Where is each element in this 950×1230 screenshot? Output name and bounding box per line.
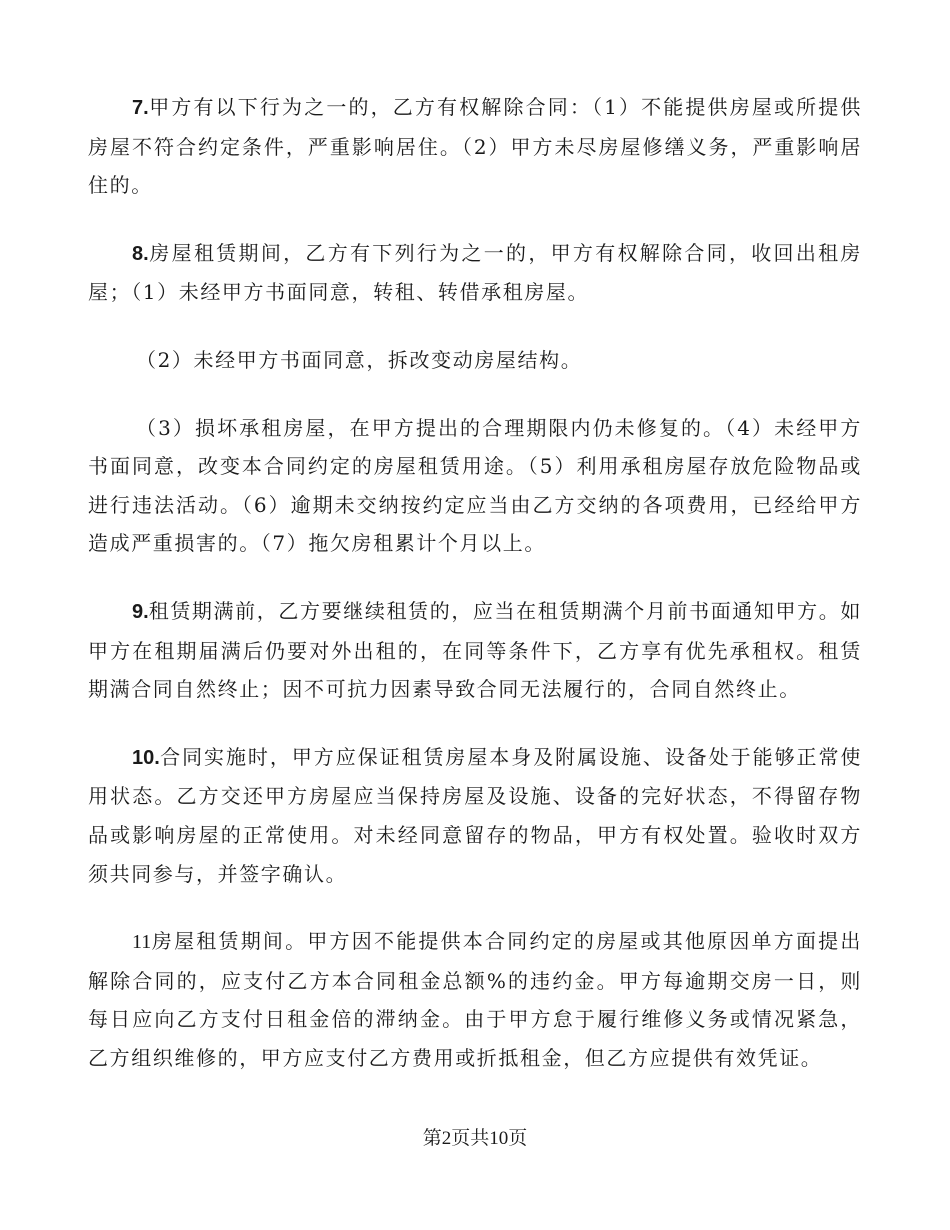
clause-8-item-2: [88, 341, 862, 380]
clause-number: 9.: [132, 600, 149, 623]
clause-number: 7.: [132, 97, 149, 119]
clause-text: 合同实施时，甲方应保证租赁房屋本身及附属设施、设备处于能够正常使用状态。乙方交还甲方房屋应当保持房屋及设施、设备的完好状态，不得留存物品或影响房屋的正常使用。对未经同意留存的物品，甲方有权处置。验收时双方须共同参与，并签字确认。: [88, 744, 862, 886]
clause-7: [88, 88, 862, 205]
clause-8-items-3-7: [88, 409, 862, 563]
clause-text: （3）损坏承租房屋，在甲方提出的合理期限内仍未修复的。（4）未经甲方书面同意，改变本合同约定的房屋租赁用途。（5）利用承租房屋存放危险物品或进行违法活动。（6）逾期未交纳按约定应当由乙方交纳的各项费用，已经给甲方造成严重损害的。（7）拖欠房租累计个月以上。: [88, 415, 862, 556]
clause-number: 10.: [132, 746, 160, 769]
clause-9: [88, 592, 862, 709]
clause-text: （2）未经甲方书面同意，拆改变动房屋结构。: [136, 347, 583, 372]
clause-11: [88, 922, 862, 1077]
document-body: [88, 88, 862, 1106]
page-number-footer: 第2页共10页: [422, 1128, 528, 1149]
clause-text: 甲方有以下行为之一的，乙方有权解除合同：（1）不能提供房屋或所提供房屋不符合约定条件，严重影响居住。（2）甲方未尽房屋修缮义务，严重影响居住的。: [88, 95, 862, 198]
clause-text: 房屋租赁期间，乙方有下列行为之一的，甲方有权解除合同，收回出租房屋；（1）未经甲方书面同意，转租、转借承租房屋。: [88, 240, 862, 305]
clause-10: [88, 738, 862, 893]
clause-number: 11: [132, 931, 152, 954]
clause-number: 8.: [132, 242, 149, 265]
clause-text: 租赁期满前，乙方要继续租赁的，应当在租赁期满个月前书面通知甲方。如甲方在租期届满后仍要对外出租的，在同等条件下，乙方享有优先承租权。租赁期满合同自然终止；因不可抗力因素导致合同无法履行的，合同自然终止。: [88, 598, 862, 702]
clause-8: [88, 234, 862, 312]
clause-text: 房屋租赁期间。甲方因不能提供本合同约定的房屋或其他原因单方面提出解除合同的，应支付乙方本合同租金总额%的违约金。甲方每逾期交房一日，则每日应向乙方支付日租金倍的滞纳金。由于甲方怠于履行维修义务或情况紧急，乙方组织维修的，甲方应支付乙方费用或折抵租金，但乙方应提供有效凭证。: [88, 929, 862, 1070]
